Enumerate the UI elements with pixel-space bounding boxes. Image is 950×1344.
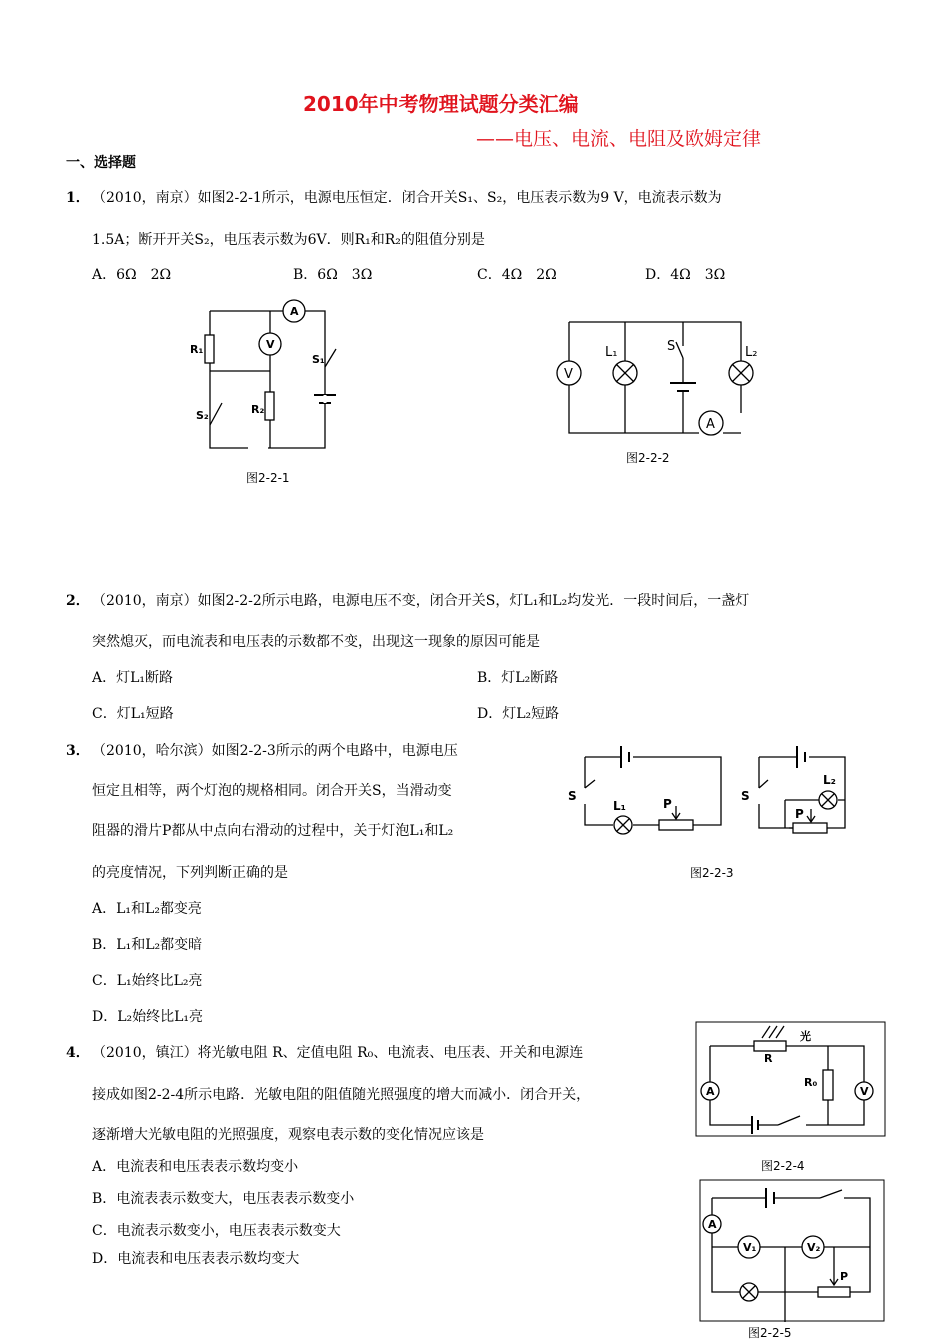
question-3-line-4: 的亮度情况，下列判断正确的是 bbox=[92, 865, 288, 881]
battery-icon bbox=[766, 1188, 774, 1208]
switch-icon bbox=[778, 1116, 800, 1125]
figure-2-2-2-caption: 图2-2-2 bbox=[626, 451, 670, 465]
rheostat-icon bbox=[818, 1287, 850, 1297]
ammeter-label: A bbox=[290, 305, 299, 318]
figure-2-2-5-caption: 图2-2-5 bbox=[748, 1326, 792, 1340]
ammeter-label: A bbox=[706, 417, 715, 432]
s-label: S bbox=[667, 339, 676, 354]
question-3-line-3: 阻器的滑片P都从中点向右滑动的过程中，关于灯泡L₁和L₂ bbox=[92, 823, 454, 839]
question-4-line-1: （2010，镇江）将光敏电阻 R、定值电阻 R₀、电流表、电压表、开关和电源连 bbox=[92, 1045, 584, 1061]
question-1-option-d: D．4Ω 3Ω bbox=[645, 267, 726, 283]
light-label: 光 bbox=[800, 1030, 811, 1043]
question-1-option-b: B．6Ω 3Ω bbox=[293, 267, 373, 283]
document-subtitle: ——电压、电流、电阻及欧姆定律 bbox=[476, 128, 762, 150]
question-3-number: 3． bbox=[66, 743, 90, 759]
question-1-number: 1． bbox=[66, 190, 90, 206]
battery-right-icon bbox=[797, 746, 805, 768]
question-2-option-c: C．灯L₁短路 bbox=[92, 706, 174, 722]
rheostat-right-icon bbox=[793, 823, 827, 833]
p-label: P bbox=[840, 1270, 849, 1283]
question-2-option-d: D．灯L₂短路 bbox=[477, 706, 560, 722]
ammeter-label: A bbox=[708, 1218, 717, 1231]
question-3-option-d: D．L₂始终比L₁亮 bbox=[92, 1009, 204, 1025]
question-3-line-2: 恒定且相等，两个灯泡的规格相同。闭合开关S，当滑动变 bbox=[92, 783, 452, 799]
figure-2-2-3 bbox=[563, 740, 913, 845]
question-4-line-3: 逐渐增大光敏电阻的光照强度，观察电表示数的变化情况应该是 bbox=[92, 1127, 484, 1143]
question-1-line-2: 1.5A；断开开关S₂，电压表示数为6V．则R₁和R₂的阻值分别是 bbox=[92, 232, 485, 248]
question-4-line-2: 接成如图2-2-4所示电路．光敏电阻的阻值随光照强度的增大而减小．闭合开关， bbox=[92, 1087, 591, 1103]
question-4-number: 4． bbox=[66, 1045, 90, 1061]
figure-2-2-4-caption: 图2-2-4 bbox=[761, 1159, 805, 1173]
question-1-line-1: （2010，南京）如图2-2-1所示，电源电压恒定．闭合开关S₁、S₂，电压表示数为9 V，电流表示数为 bbox=[92, 190, 722, 206]
question-3-option-b: B．L₁和L₂都变暗 bbox=[92, 937, 203, 953]
figure-2-2-5 bbox=[700, 1180, 885, 1322]
question-2-number: 2． bbox=[66, 593, 90, 609]
question-2-line-2: 突然熄灭，而电流表和电压表的示数都不变，出现这一现象的原因可能是 bbox=[92, 634, 540, 650]
l2-label: L₂ bbox=[745, 345, 758, 360]
r-label: R bbox=[764, 1052, 773, 1065]
battery-icon bbox=[752, 1116, 758, 1134]
question-1-option-c: C．4Ω 2Ω bbox=[477, 267, 557, 283]
question-2-line-1: （2010，南京）如图2-2-2所示电路，电源电压不变，闭合开关S，灯L₁和L₂均发光．一段时间后，一盏灯 bbox=[92, 593, 750, 609]
s-right-label: S bbox=[741, 789, 750, 803]
rheostat-left-icon bbox=[659, 820, 693, 830]
question-4-option-b: B．电流表表示数变大，电压表表示数变小 bbox=[92, 1191, 355, 1207]
question-2-option-a: A．灯L₁断路 bbox=[92, 670, 174, 686]
r1-label: R₁ bbox=[190, 343, 204, 356]
question-4-option-c: C．电流表示数变小，电压表表示数变大 bbox=[92, 1223, 341, 1239]
question-3-line-1: （2010，哈尔滨）如图2-2-3所示的两个电路中，电源电压 bbox=[92, 743, 458, 759]
figure-2-2-3-caption: 图2-2-3 bbox=[690, 866, 734, 880]
l1-label: L₁ bbox=[613, 799, 626, 813]
photoresistor-icon bbox=[754, 1041, 786, 1051]
l1-label: L₁ bbox=[605, 345, 618, 360]
light-rays-icon bbox=[762, 1026, 784, 1038]
figure-2-2-4 bbox=[696, 1022, 886, 1137]
question-3-option-a: A．L₁和L₂都变亮 bbox=[92, 901, 202, 917]
section-heading: 一、选择题 bbox=[66, 155, 136, 171]
voltmeter-label: V bbox=[564, 367, 573, 382]
voltmeter-label: V bbox=[266, 338, 275, 351]
question-1-option-a: A．6Ω 2Ω bbox=[92, 267, 172, 283]
p-right-label: P bbox=[795, 807, 804, 821]
question-3-option-c: C．L₁始终比L₂亮 bbox=[92, 973, 203, 989]
figure-2-2-1 bbox=[188, 295, 358, 460]
r2-resistor bbox=[265, 392, 274, 420]
question-2-option-b: B．灯L₂断路 bbox=[477, 670, 559, 686]
r2-label: R₂ bbox=[251, 403, 265, 416]
v1-label: V₁ bbox=[743, 1241, 757, 1254]
figure-2-2-1-caption: 图2-2-1 bbox=[246, 471, 290, 485]
s1-label: S₁ bbox=[312, 353, 325, 366]
document-title: 2010年中考物理试题分类汇编 bbox=[303, 92, 579, 116]
s2-label: S₂ bbox=[196, 409, 209, 422]
l2-label: L₂ bbox=[823, 773, 836, 787]
switch-icon bbox=[820, 1190, 842, 1198]
question-4-option-a: A．电流表和电压表表示数均变小 bbox=[92, 1159, 299, 1175]
figure-2-2-2 bbox=[553, 318, 768, 440]
v2-label: V₂ bbox=[807, 1241, 821, 1254]
r0-resistor bbox=[823, 1070, 833, 1100]
p-left-label: P bbox=[663, 797, 672, 811]
r1-resistor bbox=[205, 335, 214, 363]
ammeter-label: A bbox=[706, 1085, 715, 1098]
s-left-label: S bbox=[568, 789, 577, 803]
r0-label: R₀ bbox=[804, 1076, 818, 1089]
question-4-option-d: D．电流表和电压表表示数均变大 bbox=[92, 1251, 300, 1267]
switch-s2-icon bbox=[210, 403, 222, 425]
voltmeter-label: V bbox=[860, 1085, 869, 1098]
battery-left-icon bbox=[621, 746, 629, 768]
switch-s1-icon bbox=[325, 349, 336, 367]
